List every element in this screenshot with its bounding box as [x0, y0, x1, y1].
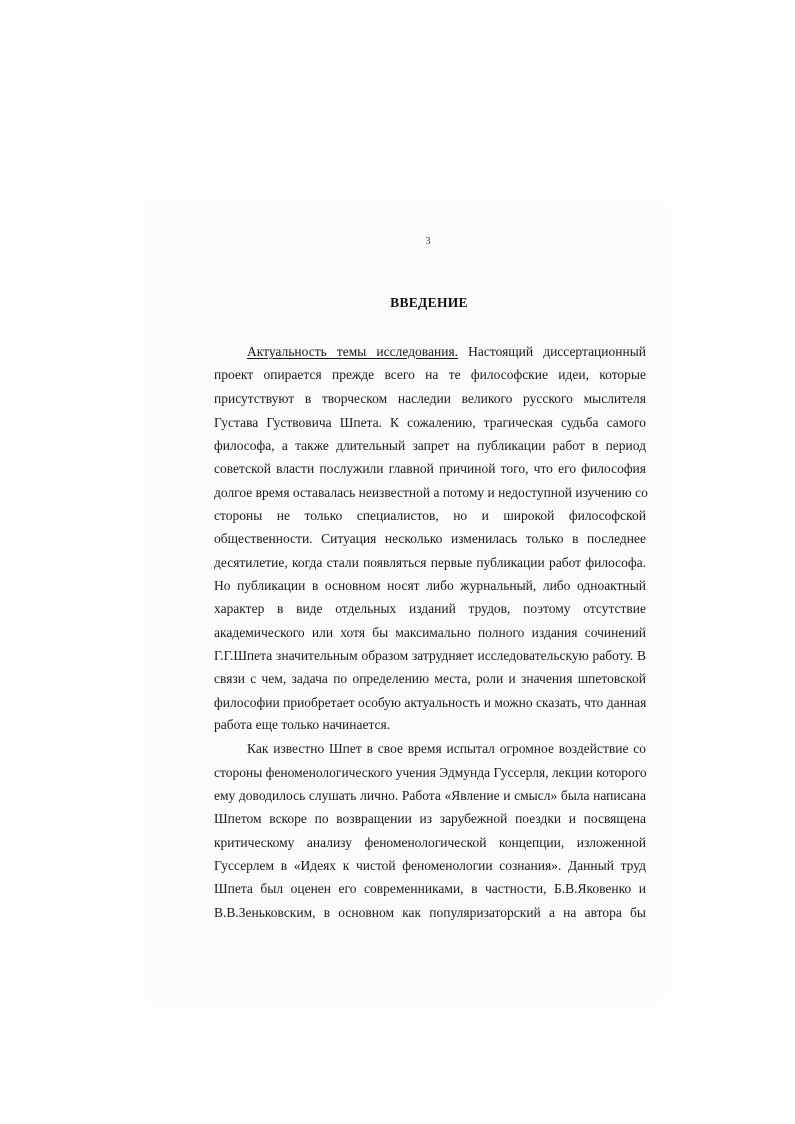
paragraph-line: стороны феноменологического учения Эдмунда Гуссерля, лекции которого	[214, 765, 647, 780]
paragraph-line: Г.Г.Шпета значительным образом затрудняет исследовательскую работу. В	[214, 648, 646, 663]
paragraph-line: проект опирается прежде всего на те философские идеи, которые	[214, 367, 646, 382]
paragraph-line: связи с чем, задача по определению места, роли и значения шпетовской	[214, 671, 646, 686]
paragraph-line: долгое время оставалась неизвестной а потому и недоступной изучению со	[214, 485, 648, 500]
topic-label: Актуальность темы исследования.	[247, 344, 459, 359]
paragraph-line: Шпета был оценен его современниками, в частности, Б.В.Яковенко и	[214, 881, 646, 896]
paragraph-line: ему доводилось слушать лично. Работа «Явление и смысл» была написана	[214, 788, 646, 803]
paragraph-line: советской власти послужили главной причиной того, что его философия	[214, 461, 646, 476]
paragraph-line: В.В.Зеньковским, в основном как популяризаторский а на автора бы	[214, 905, 646, 920]
paragraph-line	[247, 340, 646, 364]
paragraph-line: критическому анализу феноменологической концепции, изложенной	[214, 835, 646, 850]
section-heading: ВВЕДЕНИЕ	[390, 295, 468, 310]
paragraph-line: общественности. Ситуация несколько изменилась только в последнее	[214, 531, 646, 546]
paragraph-line: присутствуют в творческом наследии великого русского мыслителя	[214, 391, 646, 406]
paragraph-line: философа, а также длительный запрет на публикации работ в период	[214, 438, 646, 453]
paragraph-line: Густава Густвовича Шпета. К сожалению, трагическая судьба самого	[214, 415, 646, 430]
paragraph-line: Как известно Шпет в свое время испытал огромное воздействие со	[247, 741, 646, 756]
line-text: Настоящий диссертационный	[468, 344, 647, 359]
page-number: 3	[425, 236, 431, 247]
paragraph-line: характер в виде отдельных изданий трудов, поэтому отсутствие	[214, 601, 646, 616]
paragraph-line: Гуссерлем в «Идеях к чистой феноменологии сознания». Данный труд	[214, 858, 646, 873]
paragraph-line: философии приобретает особую актуальность и можно сказать, что данная	[214, 695, 647, 710]
paragraph-line: Но публикации в основном носят либо журнальный, либо одноактный	[214, 578, 646, 593]
paragraph-line: академического или хотя бы максимально полного издания сочинений	[214, 625, 646, 640]
paragraph-line: работа еще только начинается.	[214, 717, 391, 732]
paragraph-line: стороны не только специалистов, но и широкой философской	[214, 508, 646, 523]
paragraph-line: десятилетие, когда стали появляться первые публикации работ философа.	[214, 555, 646, 570]
paragraph-line: Шпетом вскоре по возвращении из зарубежной поездки и посвящена	[214, 811, 646, 826]
